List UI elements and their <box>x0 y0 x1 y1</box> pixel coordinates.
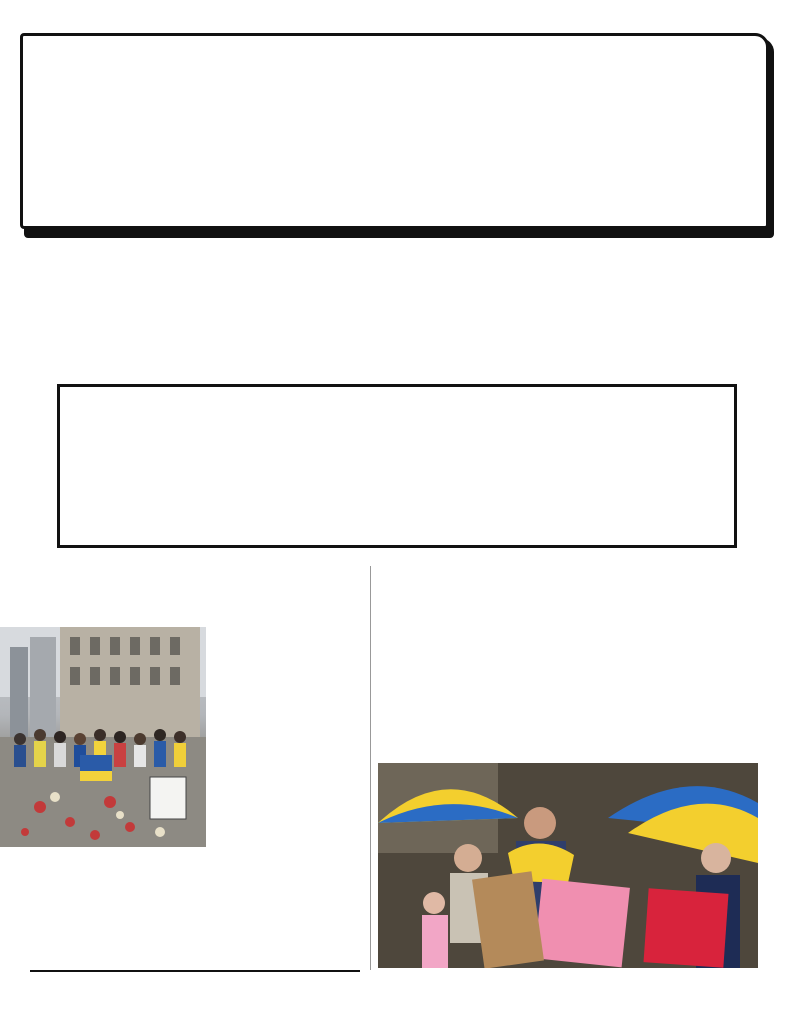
masthead <box>20 33 769 229</box>
chicago-protest-photo <box>0 627 206 847</box>
column-end-rule <box>30 970 360 972</box>
column-divider <box>370 566 371 970</box>
chicago-protest-illustration <box>0 627 206 847</box>
edinburgh-protest-photo <box>378 763 758 968</box>
edinburgh-protest-illustration <box>378 763 758 968</box>
lead-box <box>57 384 737 548</box>
